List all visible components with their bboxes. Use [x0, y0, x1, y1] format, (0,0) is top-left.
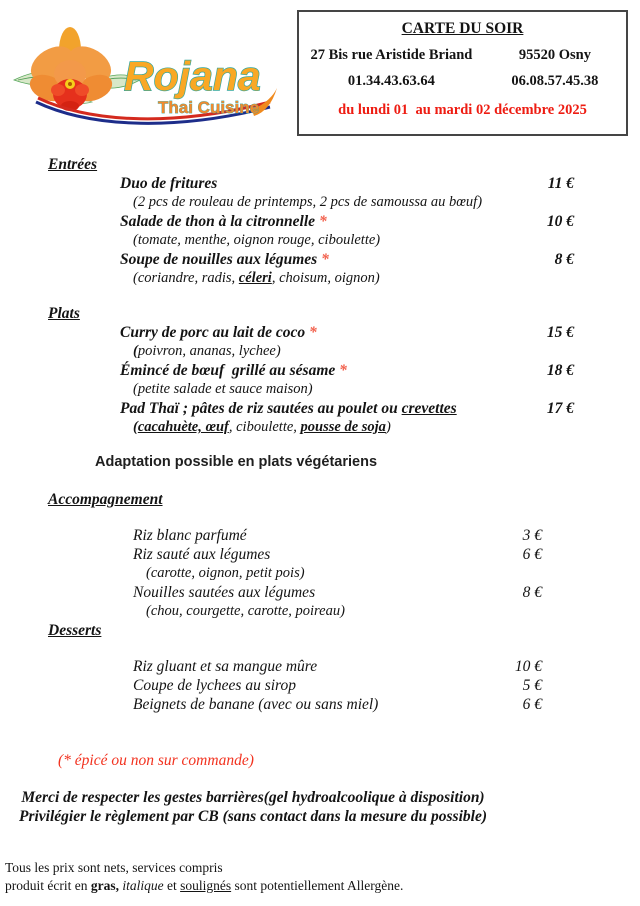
text-part: Nouilles sautées aux légumes	[133, 584, 316, 601]
menu-item-row	[133, 545, 542, 564]
plats-items	[0, 323, 640, 437]
menu-item-name	[120, 323, 547, 342]
menu-item-row	[120, 399, 574, 418]
text-part: (tomate, menthe, oignon rouge, ciboulette)	[133, 232, 381, 248]
text-part: Riz sauté aux légumes	[133, 546, 271, 563]
text-part: céleri	[238, 270, 272, 286]
address-line	[299, 46, 626, 64]
phone-line	[299, 72, 626, 90]
desserts-items	[0, 657, 640, 714]
menu-item	[0, 657, 640, 676]
menu-item	[0, 399, 640, 437]
text-part: (	[133, 343, 138, 359]
brand-name-text: Rojana	[124, 53, 261, 99]
menu-item	[0, 676, 640, 695]
text-part: (2 pcs de rouleau de printemps, 2 pcs de samoussa au bœuf)	[133, 194, 483, 210]
header-info-box	[297, 10, 628, 136]
text-part: Émincé de bœuf grillé au sésame	[120, 362, 336, 379]
menu-item-price: 10 €	[546, 213, 574, 230]
text-part: Soupe de nouilles aux légumes	[120, 251, 318, 268]
menu-item-description	[133, 193, 640, 212]
validity-date-line: du lundi 01 au mardi 02 décembre 2025	[338, 102, 587, 118]
section-heading-plats: Plats	[48, 305, 80, 322]
menu-item-description	[133, 269, 640, 288]
spicy-on-request-note: (* épicé ou non sur commande)	[58, 752, 254, 769]
menu-item-name	[133, 545, 523, 564]
menu-item-description	[146, 602, 640, 621]
text-part: crevettes	[401, 400, 457, 417]
spicy-asterisk: *	[305, 324, 317, 341]
menu-item-name	[120, 361, 547, 380]
menu-item-row	[133, 676, 542, 695]
text-part: Duo de fritures	[120, 175, 218, 192]
menu-item-price: 8 €	[522, 584, 542, 601]
menu-item-description	[146, 564, 640, 583]
menu-item-price: 17 €	[546, 400, 574, 417]
menu-item-row	[120, 323, 574, 342]
menu-item-price: 15 €	[546, 324, 574, 341]
menu-item-description	[133, 380, 640, 399]
menu-item-description	[133, 418, 640, 437]
menu-item-row	[120, 250, 574, 269]
entrees-items	[0, 174, 640, 288]
text-part: (chou, courgette, carotte, poireau)	[146, 603, 345, 619]
menu-item-price: 11 €	[547, 175, 574, 192]
text-part: et	[163, 878, 181, 893]
section-entrees	[0, 155, 640, 288]
menu-item-name	[120, 212, 547, 231]
text-part: (coriandre, radis,	[133, 270, 239, 286]
menu-item-row	[133, 695, 542, 714]
brand-subtitle-text: Thai Cuisine	[158, 98, 260, 117]
text-part: gras,	[90, 878, 119, 893]
prices-net-note: Tous les prix sont nets, services compris	[5, 860, 223, 875]
text-part: (carotte, oignon, petit pois)	[146, 565, 305, 581]
text-part: Coupe de lychees au sirop	[133, 677, 296, 694]
street-address: 27 Bis rue Aristide Briand	[310, 47, 473, 63]
payment-notice: Privilégier le règlement par CB (sans contact dans la mesure du possible)	[18, 808, 487, 825]
menu-item	[0, 212, 640, 250]
restaurant-logo	[8, 18, 282, 130]
menu-item-name	[133, 676, 523, 695]
text-part: (	[133, 419, 138, 435]
vegetarian-adaptation-note: Adaptation possible en plats végétariens	[95, 454, 378, 470]
menu-item-price: 3 €	[522, 527, 542, 544]
menu-item-description	[133, 231, 640, 250]
text-part: Pad Thaï ; pâtes de riz sautées au poulet ou	[120, 400, 402, 417]
menu-title-text: CARTE DU SOIR	[401, 20, 524, 37]
sanitary-notice: Merci de respecter les gestes barrières(gel hydroalcoolique à disposition)	[21, 789, 485, 806]
menu-item	[0, 526, 640, 545]
menu-item-price: 18 €	[546, 362, 574, 379]
menu-item-price: 6 €	[522, 546, 542, 563]
phone-number-1: 01.34.43.63.64	[347, 73, 435, 89]
menu-item	[0, 250, 640, 288]
text-part: pousse de soja	[300, 419, 386, 435]
text-part: Riz blanc parfumé	[133, 527, 247, 544]
menu-item-description	[133, 342, 640, 361]
text-part: italique	[122, 878, 164, 893]
section-heading-entrees: Entrées	[48, 156, 98, 173]
menu-item-row	[120, 212, 574, 231]
menu-item-name	[133, 695, 523, 714]
menu-item-name	[120, 250, 555, 269]
menu-item	[0, 583, 640, 621]
section-accompagnement	[0, 490, 640, 621]
section-desserts	[0, 621, 640, 714]
menu-item	[0, 174, 640, 212]
text-part: soulignés	[180, 878, 232, 893]
menu-item-price: 10 €	[514, 658, 542, 675]
text-part: sont potentiellement Allergène.	[231, 878, 404, 893]
spicy-asterisk: *	[317, 251, 329, 268]
menu-item-row	[120, 174, 574, 193]
text-part: Riz gluant et sa mangue mûre	[133, 658, 318, 675]
menu-item-name	[133, 657, 515, 676]
allergen-note	[5, 877, 640, 895]
text-part: produit écrit en	[5, 878, 91, 893]
menu-item	[0, 545, 640, 583]
menu-item	[0, 361, 640, 399]
text-part: cacahuète, œuf	[137, 419, 229, 435]
text-part: , choisum, oignon)	[271, 270, 380, 286]
phone-number-2: 06.08.57.45.38	[511, 73, 599, 89]
menu-title	[299, 19, 626, 38]
city-address: 95520 Osny	[518, 47, 591, 63]
text-part: Beignets de banane (avec ou sans miel)	[133, 696, 379, 713]
accompagnement-items	[0, 526, 640, 621]
menu-item-name	[133, 583, 523, 602]
menu-item-price: 5 €	[522, 677, 542, 694]
section-heading-desserts: Desserts	[48, 622, 102, 639]
section-plats	[0, 304, 640, 437]
text-part: (petite salade et sauce maison)	[133, 381, 313, 397]
menu-item-price: 8 €	[554, 251, 574, 268]
spicy-asterisk: *	[315, 213, 327, 230]
text-part: poivron, ananas, lychee)	[137, 343, 281, 359]
menu-item-row	[133, 657, 542, 676]
menu-item-name	[120, 399, 547, 418]
menu-item-name	[120, 174, 548, 193]
text-part: Curry de porc au lait de coco	[120, 324, 306, 341]
menu-item-row	[133, 526, 542, 545]
text-part: )	[385, 419, 391, 435]
rojana-logo-graphic	[8, 18, 282, 130]
text-part: , ciboulette,	[228, 419, 301, 435]
menu-item-row	[133, 583, 542, 602]
menu-item-price: 6 €	[522, 696, 542, 713]
text-part: Salade de thon à la citronnelle	[120, 213, 316, 230]
spicy-asterisk: *	[335, 362, 347, 379]
footer-notices	[0, 788, 506, 826]
menu-item	[0, 323, 640, 361]
menu-item	[0, 695, 640, 714]
section-heading-accompagnement: Accompagnement	[48, 491, 163, 508]
menu-content	[0, 155, 640, 895]
menu-item-row	[120, 361, 574, 380]
menu-item-name	[133, 526, 523, 545]
